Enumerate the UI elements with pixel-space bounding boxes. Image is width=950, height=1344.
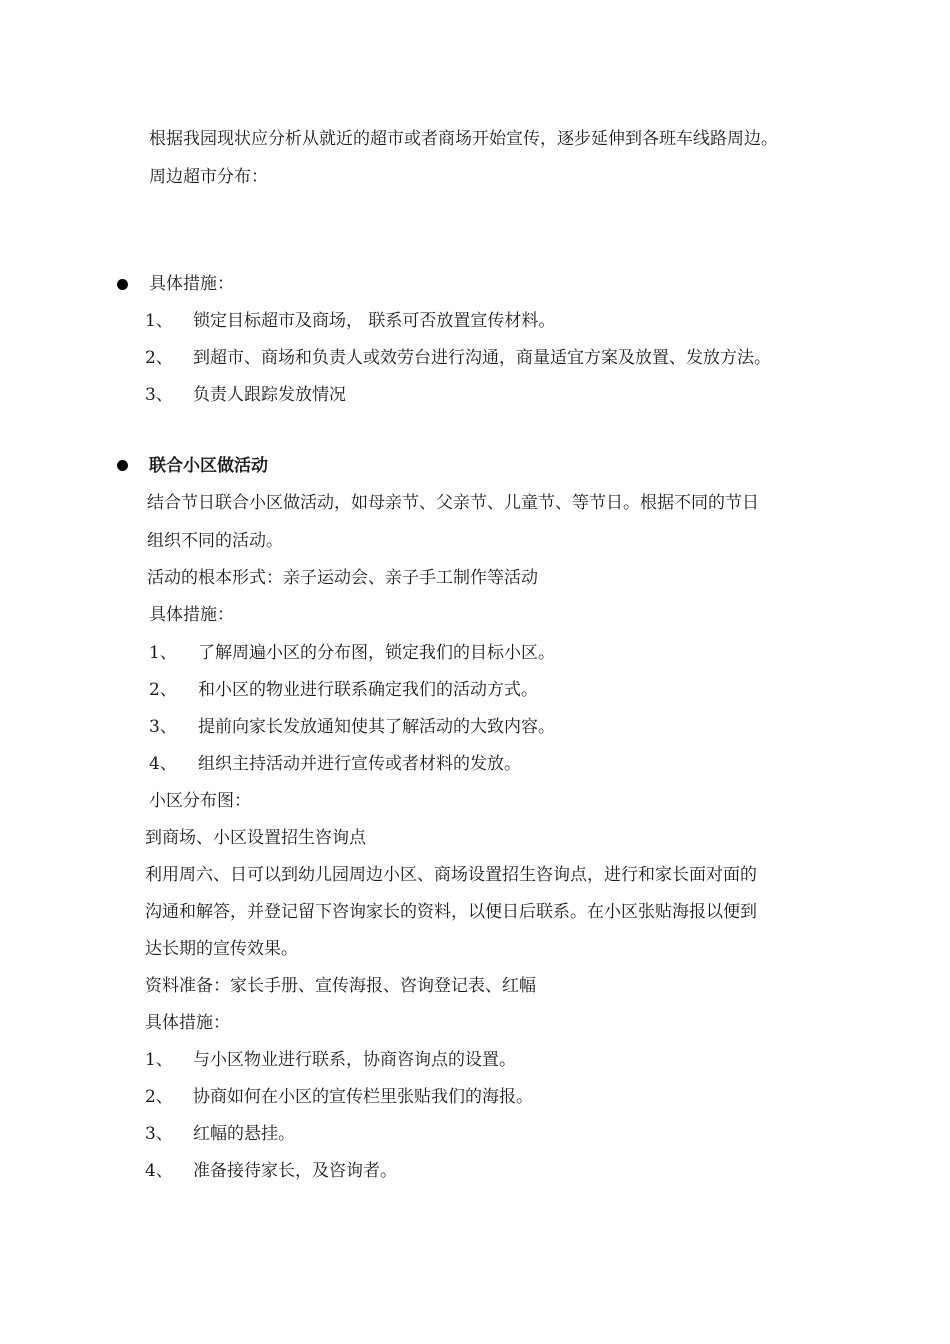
section3-item-2-text: 协商如何在小区的宣传栏里张贴我们的海报。 xyxy=(193,1087,533,1107)
section3-measures-label: 具体措施： xyxy=(145,1013,230,1033)
section3-item-3-text: 红幅的悬挂。 xyxy=(193,1124,295,1144)
section1-item-3-text: 负责人跟踪发放情况 xyxy=(193,385,346,405)
section2-para-line-2: 组织不同的活动。 xyxy=(147,531,283,551)
section3-materials: 资料准备：家长手册、宣传海报、咨询登记表、红幅 xyxy=(145,976,536,996)
section3-para-line-3: 达长期的宣传效果。 xyxy=(145,939,298,959)
section1-item-1-num: 1、 xyxy=(145,311,173,331)
section3-para-line-2: 沟通和解答，并登记留下咨询家长的资料，以便日后联系。在小区张贴海报以便到 xyxy=(145,902,757,922)
section2-item-1-num: 1、 xyxy=(149,643,177,663)
section2-item-2-num: 2、 xyxy=(149,680,177,700)
section3-item-4-num: 4、 xyxy=(145,1161,173,1181)
section2-para-line-1: 结合节日联合小区做活动，如母亲节、父亲节、儿童节、等节日。根据不同的节日 xyxy=(147,493,759,513)
section2-activity-form: 活动的根本形式：亲子运动会、亲子手工制作等活动 xyxy=(147,568,538,588)
intro-line-1: 根据我园现状应分析从就近的超市或者商场开始宣传，逐步延伸到各班车线路周边。 xyxy=(149,129,778,149)
section1-item-2-text: 到超市、商场和负责人或效劳台进行沟通，商量适宜方案及放置、发放方法。 xyxy=(193,348,771,368)
section3-item-3-num: 3、 xyxy=(145,1124,173,1144)
section2-item-2-text: 和小区的物业进行联系确定我们的活动方式。 xyxy=(198,680,538,700)
bullet-icon xyxy=(117,460,128,471)
section1-heading: 具体措施： xyxy=(149,274,234,294)
bullet-icon xyxy=(117,279,128,290)
section2-measures-label: 具体措施： xyxy=(149,605,234,625)
section2-item-3-text: 提前向家长发放通知使其了解活动的大致内容。 xyxy=(198,717,555,737)
section1-item-1-text: 锁定目标超市及商场， 联系可否放置宣传材料。 xyxy=(193,311,556,331)
section1-item-2-num: 2、 xyxy=(145,348,173,368)
section2-item-1-text: 了解周遍小区的分布图，锁定我们的目标小区。 xyxy=(198,643,555,663)
section3-item-1-text: 与小区物业进行联系，协商咨询点的设置。 xyxy=(193,1050,516,1070)
section3-item-4-text: 准备接待家长，及咨询者。 xyxy=(193,1161,397,1181)
intro-line-2: 周边超市分布： xyxy=(149,167,268,187)
section2-map-label: 小区分布图： xyxy=(149,791,251,811)
section2-heading: 联合小区做活动 xyxy=(149,456,268,476)
section2-item-4-text: 组织主持活动并进行宣传或者材料的发放。 xyxy=(198,754,521,774)
section3-item-1-num: 1、 xyxy=(145,1050,173,1070)
section3-para-line-1: 利用周六、日可以到幼儿园周边小区、商场设置招生咨询点，进行和家长面对面的 xyxy=(145,865,757,885)
section3-title: 到商场、小区设置招生咨询点 xyxy=(145,828,366,848)
section3-item-2-num: 2、 xyxy=(145,1087,173,1107)
section2-item-3-num: 3、 xyxy=(149,717,177,737)
section1-item-3-num: 3、 xyxy=(145,385,173,405)
section2-item-4-num: 4、 xyxy=(149,754,177,774)
